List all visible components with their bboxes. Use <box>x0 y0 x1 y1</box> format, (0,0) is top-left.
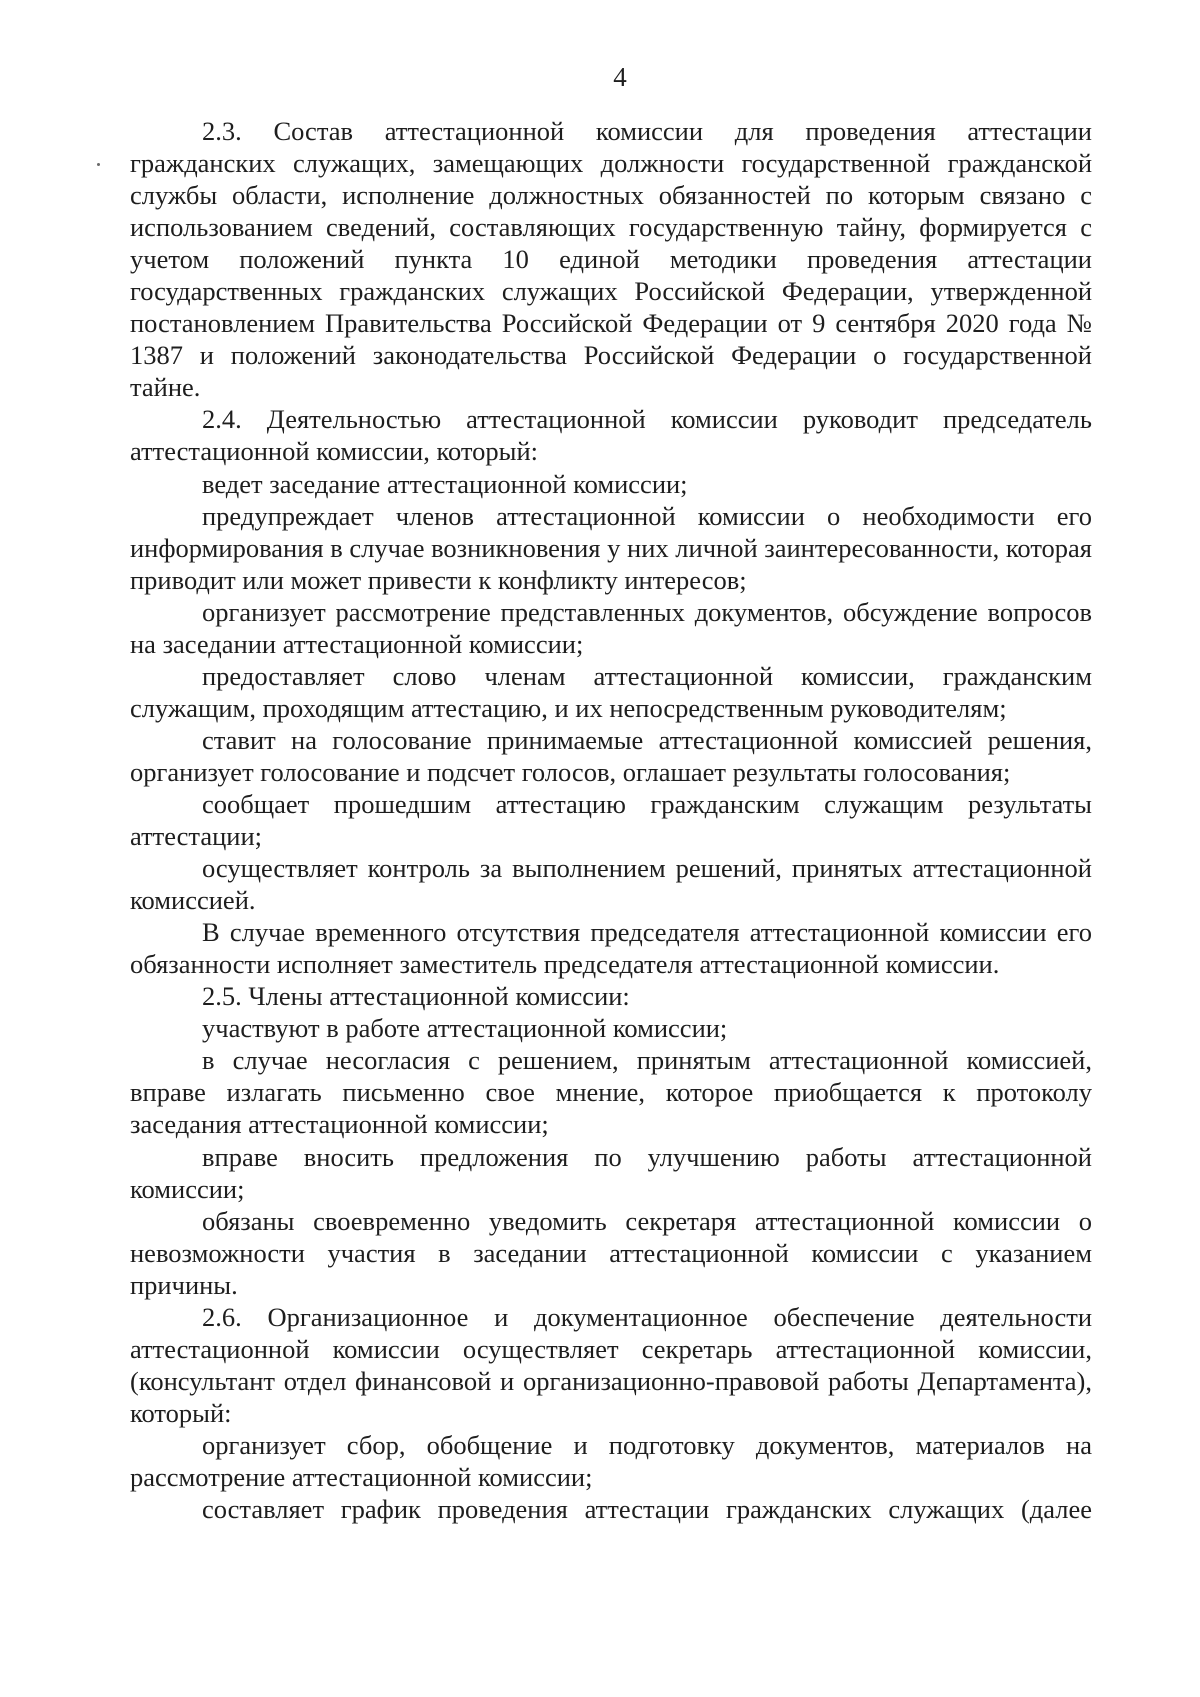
paragraph: осуществляет контроль за выполнением решений, принятых аттестационной комиссией. <box>130 853 1092 916</box>
paragraph: вправе вносить предложения по улучшению работы аттестационной комиссии; <box>130 1141 1092 1204</box>
paragraph: организует сбор, обобщение и подготовку документов, материалов на рассмотрение аттестационной комиссии; <box>130 1429 1092 1492</box>
paragraph: в случае несогласия с решением, принятым аттестационной комиссией, вправе излагать письменно свое мнение, которое приобщается к протоколу заседания аттестационной комиссии; <box>130 1045 1092 1140</box>
paragraph: ставит на голосование принимаемые аттестационной комиссией решения, организует голосование и подсчет голосов, оглашает результаты голосования; <box>130 724 1092 787</box>
paragraph: предупреждает членов аттестационной комиссии о необходимости его информирования в случае возникновения у них личной заинтересованности, которая приводит или может привести к конфликту интересов; <box>130 500 1092 595</box>
paragraph: составляет график проведения аттестации гражданских служащих (далее <box>202 1494 1092 1525</box>
paragraph: 2.3. Состав аттестационной комиссии для проведения аттестации гражданских служащих, замещающих должности государственной гражданской службы области, исполнение должностных обязанностей по которым связано с использованием сведений, составляющих государственную тайну, формируется с учетом положений пункта 10 единой методики проведения аттестации государственных гражданских служащих Российской Федерации, утвержденной постановлением Правительства Российской Федерации от 9 сентября 2020 года № 1387 и положений законодательства Российской Федерации о государственной тайне. <box>130 116 1092 403</box>
paragraph: сообщает прошедшим аттестацию гражданским служащим результаты аттестации; <box>130 788 1092 852</box>
paragraph: участвуют в работе аттестационной комиссии; <box>202 1013 728 1044</box>
paragraph: 2.4. Деятельностью аттестационной комиссии руководит председатель аттестационной комиссии, который: <box>130 404 1092 467</box>
paragraph: В случае временного отсутствия председателя аттестационной комиссии его обязанности исполняет заместитель председателя аттестационной комиссии. <box>130 917 1092 980</box>
paragraph: 2.5. Члены аттестационной комиссии: <box>202 981 630 1012</box>
paragraph: 2.6. Организационное и документационное обеспечение деятельности аттестационной комиссии осуществляет секретарь аттестационной комиссии, (консультант отдел финансовой и организационно-правовой работы Департамента), который: <box>130 1301 1092 1428</box>
paragraph: организует рассмотрение представленных документов, обсуждение вопросов на заседании аттестационной комиссии; <box>130 596 1092 659</box>
paragraph: предоставляет слово членам аттестационной комиссии, гражданским служащим, проходящим аттестацию, и их непосредственным руководителям; <box>130 660 1092 723</box>
document-body <box>130 115 1092 1525</box>
page-number: 4 <box>613 62 627 92</box>
scan-speck <box>97 163 100 166</box>
paragraph: ведет заседание аттестационной комиссии; <box>202 468 688 499</box>
paragraph: обязаны своевременно уведомить секретаря аттестационной комиссии о невозможности участия в заседании аттестационной комиссии с указанием причины. <box>130 1205 1092 1300</box>
